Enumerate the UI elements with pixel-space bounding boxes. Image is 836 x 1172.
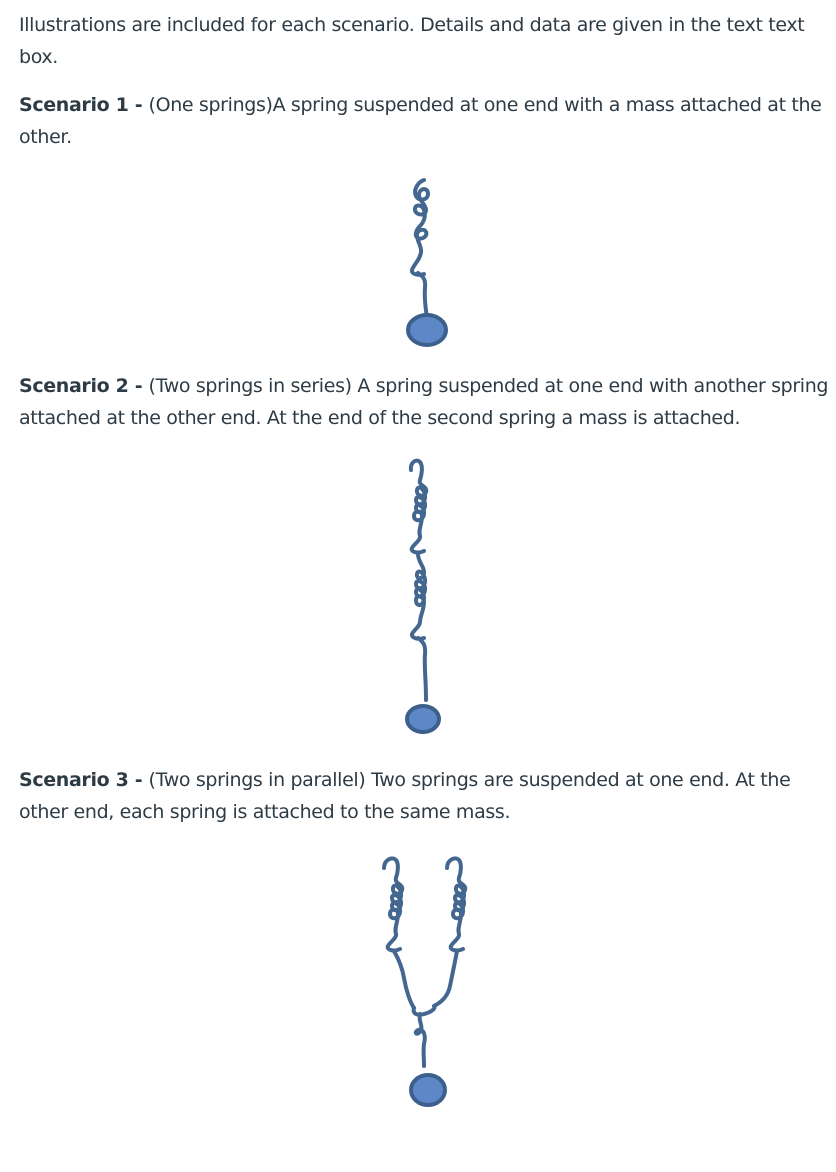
scenario-2-illustration [0, 450, 836, 740]
mass-3 [411, 1075, 445, 1105]
scenario-1-description: (One springs)A spring suspended at one end with a mass attached at the other. [19, 94, 822, 148]
scenario-3-separator: - [128, 769, 149, 791]
scenario-3-text [19, 764, 829, 828]
spring-1 [412, 180, 428, 318]
scenario-2-separator: - [128, 375, 149, 397]
scenario-1-illustration [0, 170, 836, 360]
scenario-1-label: Scenario 1 [19, 94, 129, 116]
scenario-3-illustration [0, 846, 836, 1126]
mass-2 [407, 706, 439, 732]
mass-1 [408, 315, 446, 345]
scenario-3-label: Scenario 3 [19, 769, 129, 791]
scenario-1-text [19, 89, 829, 153]
scenario-3-description: (Two springs in parallel) Two springs are suspended at one end. At the other end, each spring is attached to the same mass. [19, 769, 791, 823]
scenario-1-separator: - [128, 94, 149, 116]
spring-3-left [384, 858, 414, 1008]
scenario-2-label: Scenario 2 [19, 375, 129, 397]
scenario-2-description: (Two springs in series) A spring suspended at one end with another spring attached at the other end. At the end of the second spring a mass is attached. [19, 375, 829, 429]
spring-2a [411, 461, 426, 553]
scenario-2-text [19, 370, 829, 434]
spring-3-right [434, 858, 465, 1006]
mass-hook [414, 1006, 435, 1066]
intro-text: Illustrations are included for each scenario. Details and data are given in the text text box. [19, 14, 805, 68]
spring-2b [412, 554, 426, 700]
